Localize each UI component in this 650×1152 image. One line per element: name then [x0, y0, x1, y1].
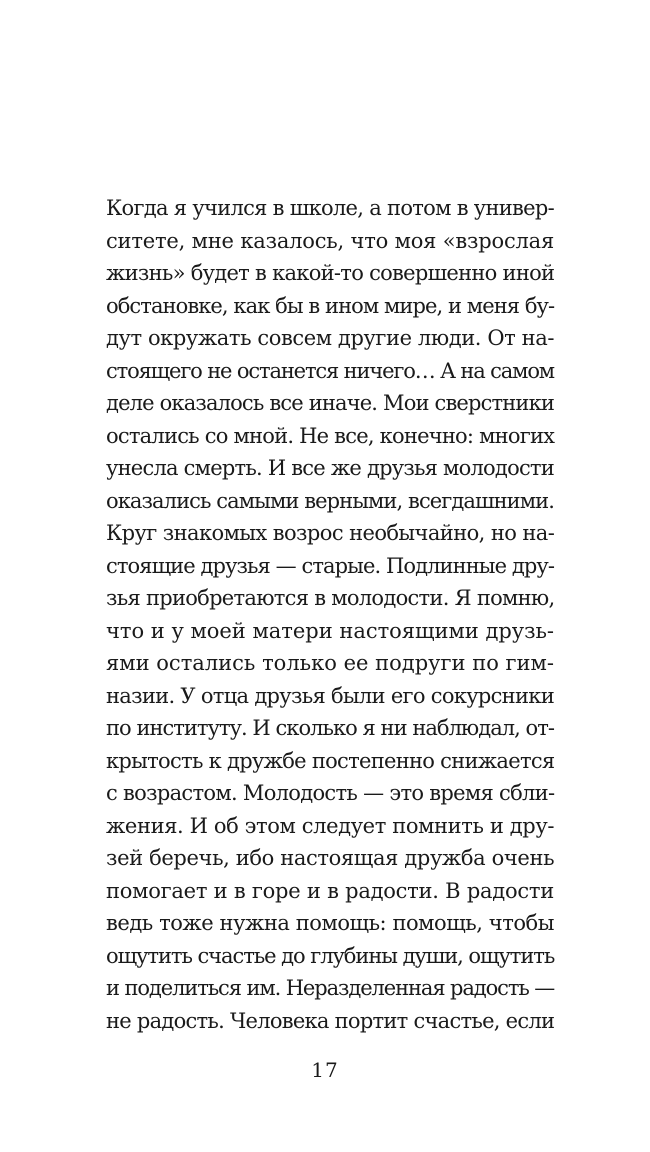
- text-line: ситете, мне казалось, что моя «взрослая: [106, 228, 554, 253]
- text-line: не радость. Человека портит счастье, если: [106, 1008, 555, 1033]
- text-line: что и у моей матери настоящими друзь-: [106, 618, 554, 643]
- text-line: зей беречь, ибо настоящая дружба очень: [106, 846, 555, 870]
- text-line: обстановке, как бы в ином мире, и меня бу-: [106, 293, 555, 318]
- text-line: с возрастом. Молодость — это время сбли-: [106, 781, 555, 805]
- text-line: помогает и в горе и в радости. В радости: [106, 878, 554, 903]
- text-line: Когда я учился в школе, а потом в универ-: [106, 196, 554, 220]
- text-line: деле оказалось все иначе. Мои сверстники: [106, 391, 554, 415]
- text-line: ощутить счастье до глубины души, ощутить: [106, 943, 555, 968]
- text-line: Круг знакомых возрос необычайно, но на-: [106, 521, 555, 545]
- text-line: ведь тоже нужна помощь: помощь, чтобы: [106, 911, 554, 935]
- body-text: [106, 192, 554, 1037]
- page-number: 17: [311, 1058, 339, 1082]
- text-line: оказались самыми верными, всегдашними.: [106, 488, 554, 513]
- text-line: по институту. И сколько я ни наблюдал, от-: [106, 716, 554, 740]
- text-line: остались со мной. Не все, конечно: многих: [106, 423, 555, 448]
- text-line: жизнь» будет в какой-то совершенно иной: [106, 261, 555, 285]
- text-line: жения. И об этом следует помнить и дру-: [106, 813, 555, 838]
- text-line: и поделиться им. Неразделенная радость —: [106, 976, 555, 1000]
- text-line: стоящие друзья — старые. Подлинные дру-: [106, 553, 554, 578]
- text-line: унесла смерть. И все же друзья молодости: [106, 456, 554, 480]
- text-line: дут окружать совсем другие люди. От на-: [106, 326, 554, 350]
- text-line: стоящего не останется ничего… А на самом: [106, 358, 554, 383]
- text-line: зья приобретаются в молодости. Я помню,: [106, 586, 555, 610]
- text-line: ями остались только ее подруги по гим-: [106, 651, 554, 675]
- text-line: крытость к дружбе постепенно снижается: [106, 748, 555, 773]
- text-line: назии. У отца друзья были его сокурсники: [106, 683, 554, 708]
